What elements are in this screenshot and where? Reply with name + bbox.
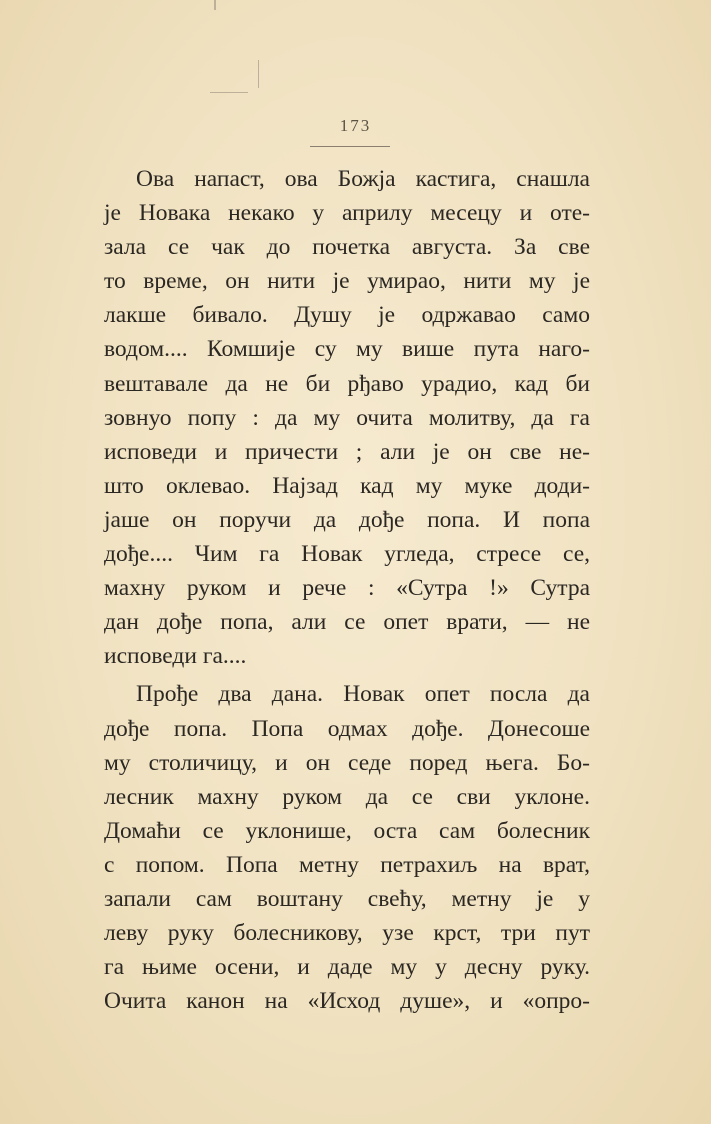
text-line: Домаћи се уклонише, оста сам болесник [104, 817, 590, 844]
page-number-rule [310, 146, 390, 147]
page-edge-mark [214, 0, 216, 10]
text-line: водом.... Комшије су му више пута наго- [104, 336, 590, 363]
page-edge-mark [210, 92, 248, 93]
text-line: дође попа. Попа одмах дође. Донесоше [104, 715, 590, 742]
page-number: 173 [339, 116, 372, 135]
text-line: му столичицу, и он седе поред њега. Бо- [104, 749, 590, 776]
text-line: што оклевао. Најзад кад му муке доди- [104, 472, 590, 499]
text-line: је Новака некако у априлу месецу и оте- [104, 200, 590, 227]
text-line: вештавале да не би рђаво урадио, кад би [104, 370, 590, 397]
text-line: лесник махну руком да се сви уклоне. [104, 783, 590, 810]
text-line: лакше бивало. Душу је одржавао само [104, 302, 590, 329]
paragraph [104, 162, 590, 673]
text-line: га њиме осени, и даде му у десну руку. [104, 954, 590, 981]
text-line: с попом. Попа метну петрахиљ на врат, [104, 851, 590, 878]
text-line: то време, он нити је умирао, нити му је [104, 268, 590, 295]
text-line: махну руком и рече : «Сутра !» Сутра [104, 575, 590, 602]
text-line: запали сам воштану свећу, метну је у [104, 885, 590, 912]
text-line: Очита канон на «Исход душе», и «опро- [104, 988, 590, 1015]
text-line: дође.... Чим га Новак угледа, стресе се, [104, 541, 590, 568]
text-line: дан дође попа, али се опет врати, — не [104, 609, 590, 636]
text-line: исповеди га.... [104, 643, 247, 670]
text-line: зала се чак до почетка августа. За све [104, 234, 590, 261]
text-line: исповеди и причести ; али је он све не- [104, 438, 590, 465]
page-edge-mark [258, 60, 259, 88]
paragraph [104, 677, 590, 1018]
text-line: Ова напаст, ова Божја кастига, снашла [136, 166, 590, 192]
text-line: јаше он поручи да дође попа. И попа [104, 506, 590, 533]
text-line: зовнуо попу : да му очита молитву, да га [104, 404, 590, 431]
body-text [104, 162, 590, 1018]
text-line: леву руку болесникову, узе крст, три пут [104, 920, 590, 947]
text-line: Прође два дана. Новак опет посла да [136, 681, 590, 708]
